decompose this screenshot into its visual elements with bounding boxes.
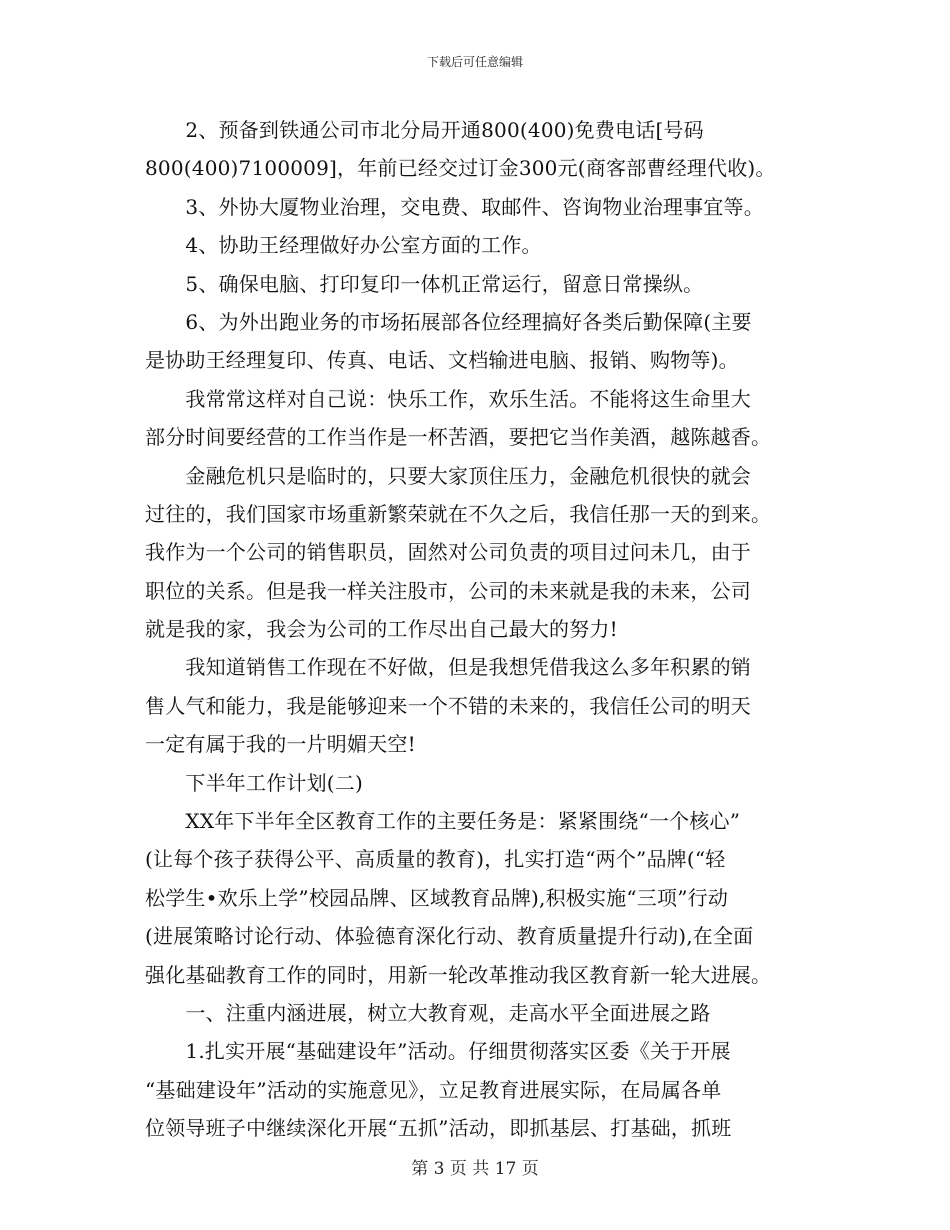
text-line: 我作为一个公司的销售职员，固然对公司负责的项目过问未几，由于 xyxy=(145,540,751,565)
text-line: (进展策略讨论行动、体验德育深化行动、教育质量提升行动),在全面 xyxy=(145,924,754,949)
text-line: 职位的关系。但是我一样关注股市，公司的未来就是我的未来，公司 xyxy=(145,578,751,603)
text-line: 800(400)7100009]，年前已经交过订金300元(商客部曹经理代收)。 xyxy=(145,156,776,181)
text-line: 松学生•欢乐上学”校园品牌、区域教育品牌),积极实施“三项”行动 xyxy=(145,885,729,910)
text-line: 售人气和能力，我是能够迎来一个不错的未来的，我信任公司的明天 xyxy=(145,693,751,718)
text-line: 过往的，我们国家市场重新繁荣就在不久之后，我信任那一天的到来。 xyxy=(145,501,772,526)
text-line: 我知道销售工作现在不好做，但是我想凭借我这么多年积累的销 xyxy=(145,655,751,680)
text-line: “基础建设年”活动的实施意见》，立足教育进展实际，在局属各单 xyxy=(145,1077,722,1102)
text-line: 6、为外出跑业务的市场拓展部各位经理搞好各类后勤保障(主要 xyxy=(145,309,752,334)
text-line: 1.扎实开展“基础建设年”活动。仔细贯彻落实区委《关于开展 xyxy=(145,1039,731,1064)
text-line: 一定有属于我的一片明媚天空! xyxy=(145,732,416,757)
page-header: 下载后可任意编辑 xyxy=(426,55,523,69)
section-title: 下半年工作计划(二) xyxy=(145,770,364,795)
text-line: 位领导班子中继续深化开展“五抓”活动，即抓基层、打基础，抓班 xyxy=(145,1116,732,1141)
text-line: 强化基础教育工作的同时，用新一轮改革推动我区教育新一轮大进展。 xyxy=(145,962,772,987)
text-line: 4、协助王经理做好办公室方面的工作。 xyxy=(145,233,542,258)
text-line: 是协助王经理复印、传真、电话、文档输进电脑、报销、购物等)。 xyxy=(145,348,739,373)
text-line: 就是我的家，我会为公司的工作尽出自己最大的努力! xyxy=(145,617,618,642)
text-line: 金融危机只是临时的，只要大家顶住压力，金融危机很快的就会 xyxy=(145,463,751,488)
text-line: (让每个孩子获得公平、高质量的教育)，扎实打造“两个”品牌(“轻 xyxy=(145,847,726,872)
page-footer: 第 3 页 共 17 页 xyxy=(411,1159,539,1179)
text-line: 3、外协大厦物业治理，交电费、取邮件、咨询物业治理事宜等。 xyxy=(145,194,764,219)
document-body xyxy=(145,111,805,1148)
text-line: XX年下半年全区教育工作的主要任务是：紧紧围绕“一个核心” xyxy=(145,809,741,834)
text-line: 部分时间要经营的工作当作是一杯苦酒，要把它当作美酒，越陈越香。 xyxy=(145,425,772,450)
text-line: 2、预备到铁通公司市北分局开通800(400)免费电话[号码 xyxy=(145,118,704,142)
text-line: 我常常这样对自己说：快乐工作，欢乐生活。不能将这生命里大 xyxy=(145,386,751,411)
section-heading: 一、注重内涵进展，树立大教育观，走高水平全面进展之路 xyxy=(145,1000,711,1025)
text-line: 5、确保电脑、打印复印一体机正常运行，留意日常操纵。 xyxy=(145,271,704,296)
